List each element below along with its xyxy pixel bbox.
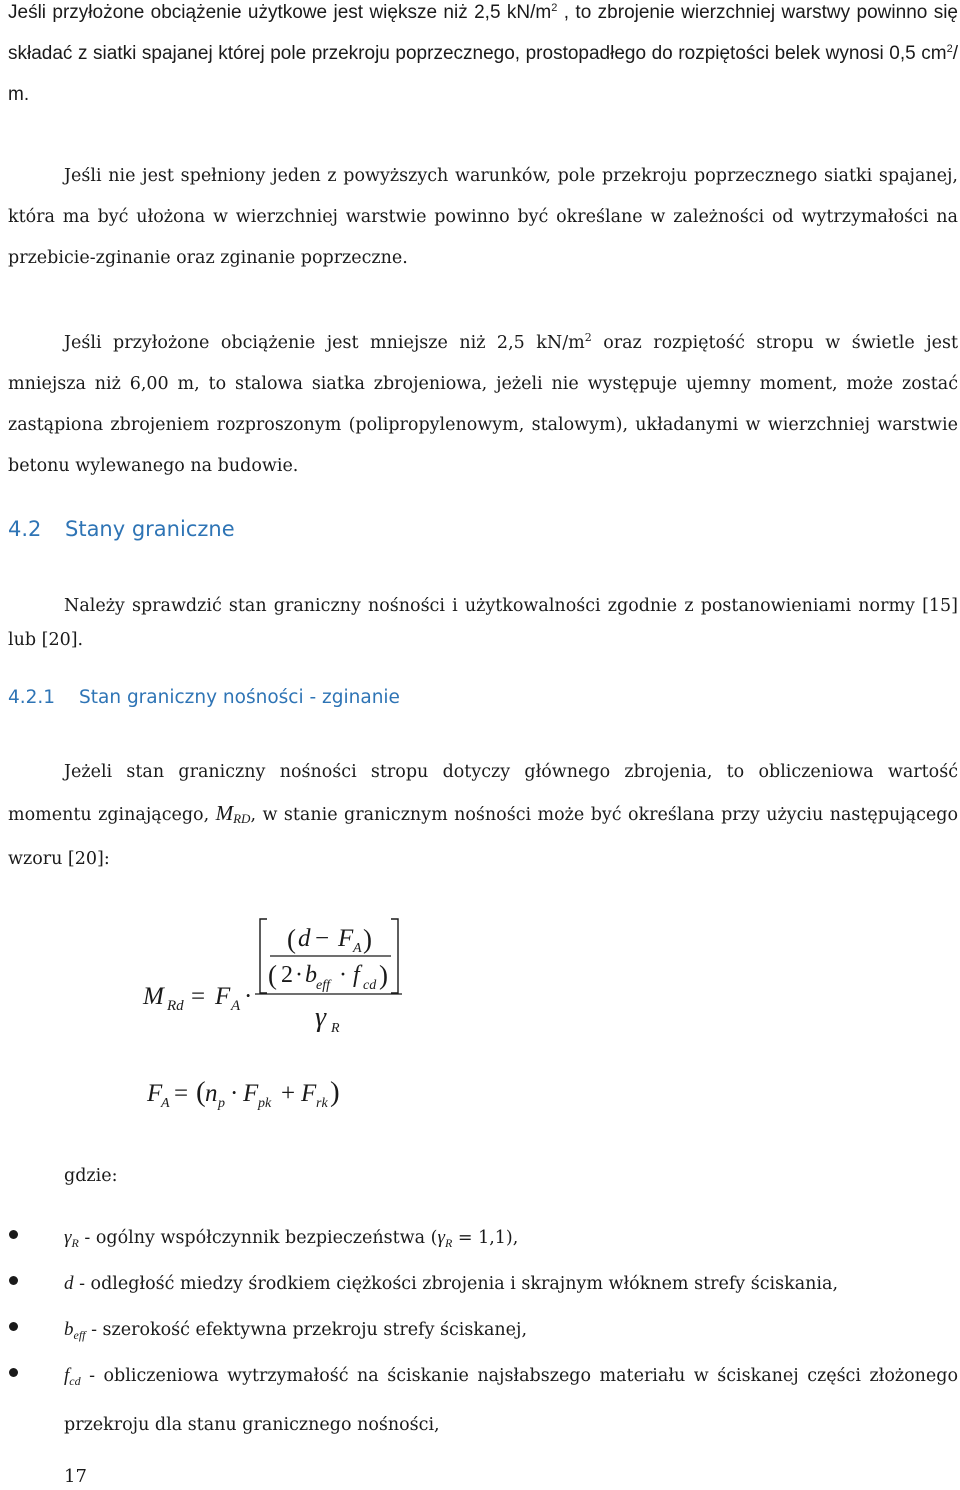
formula-2-pk: pk <box>258 1096 272 1111</box>
bullet-dot <box>9 1230 18 1239</box>
formula-2-rk: rk <box>316 1096 328 1111</box>
formula-2-n: n <box>205 1080 218 1107</box>
formula-2-dot: · <box>230 1080 239 1107</box>
formula-1-num-lparen: ( <box>287 924 296 954</box>
paragraph-5-text-b: , w stanie granicznym nośności może być określana przy użyciu następującego wzoru [20]: <box>8 805 958 869</box>
formula-2-Frk: F <box>301 1080 317 1107</box>
formula-1-equals: = <box>191 983 206 1010</box>
subsection-number: 4.2.1 <box>8 687 56 708</box>
formula-1-den-rparen: ) <box>379 960 388 990</box>
where-label: gdzie: <box>64 1166 118 1186</box>
formula-1-M: M <box>143 983 164 1010</box>
bullet-dot <box>9 1322 18 1331</box>
paragraph-1-sup-b: 2 <box>946 43 953 55</box>
formula-2-F: F <box>147 1080 163 1107</box>
paragraph-3-text-a: Jeśli przyłożone obciążenie jest mniejsze niż 2,5 kN/m <box>64 333 585 353</box>
formula-1-gamma: γ <box>315 1002 327 1033</box>
paragraph-1-sup-a: 2 <box>551 2 558 14</box>
definition-symbol: b <box>64 1319 74 1340</box>
formula-1-two: 2 <box>281 962 293 988</box>
subsection-title: Stan graniczny nośności - zginanie <box>79 687 400 708</box>
section-title: Stany graniczne <box>65 517 235 541</box>
definition-subscript-2: R <box>444 1236 453 1250</box>
definition-symbol: d <box>64 1273 74 1294</box>
formula-1-R: R <box>331 1021 340 1036</box>
formula-2-lparen: ( <box>196 1076 206 1108</box>
definition-description-2: = 1,1), <box>452 1228 519 1248</box>
definition-symbol: f <box>64 1365 70 1386</box>
definition-subscript: cd <box>69 1374 81 1388</box>
paragraph-3-sup: 2 <box>584 331 592 344</box>
formula-1-d: d <box>298 925 311 952</box>
paragraph-1-text-a: Jeśli przyłożone obciążenie użytkowe jest większe niż 2,5 kN/m <box>8 2 552 23</box>
formula-1-den-dot-1: · <box>295 962 303 988</box>
bullet-dot <box>9 1368 18 1377</box>
formula-1-minus: − <box>315 925 330 952</box>
formula-1-eff: eff <box>316 978 330 993</box>
definition-symbol: γ <box>64 1227 72 1248</box>
formula-1-left-bracket <box>260 919 267 993</box>
formula-1-Rd: Rd <box>167 998 184 1014</box>
definition-symbol-2: γ <box>437 1227 445 1248</box>
formula-1-dot: · <box>244 983 253 1010</box>
page-number: 17 <box>64 1466 87 1487</box>
definition-description: - szerokość efektywna przekroju strefy ściskanej, <box>85 1320 528 1340</box>
formula-2-plus: + <box>281 1080 296 1107</box>
formula-1-num-A: A <box>353 941 362 956</box>
definition-text <box>64 1216 958 1265</box>
definition-subscript: R <box>71 1236 79 1250</box>
formula-1-den-lparen: ( <box>268 960 277 990</box>
section-number: 4.2 <box>8 517 42 541</box>
definition-subscript: eff <box>73 1328 86 1342</box>
formula-1-num-rparen: ) <box>363 924 372 954</box>
formula-2-Fpk: F <box>243 1080 259 1107</box>
definition-text <box>64 1308 958 1357</box>
formula-2-rparen: ) <box>330 1076 340 1108</box>
paragraph-4-text: Należy sprawdzić stan graniczny nośności i użytkowalności zgodnie z postanowieniami normy [15] lub [20]. <box>8 596 958 650</box>
definition-description: - obliczeniowa wytrzymałość na ściskanie najsłabszego materiału w ściskanej części złożonego przekroju dla stanu granicznego nośności, <box>64 1366 958 1435</box>
formula-1-den-dot-2: · <box>339 962 347 988</box>
paragraph-5-sub: RD <box>233 811 251 826</box>
formula-1-right-bracket <box>391 919 398 993</box>
formula-1-f: f <box>353 962 360 988</box>
paragraph-5-symbol: M <box>215 801 234 825</box>
definition-text <box>64 1354 958 1447</box>
bullet-dot <box>9 1276 18 1285</box>
definition-description: - odległość miedzy środkiem ciężkości zbrojenia i skrajnym włóknem strefy ściskania, <box>73 1274 839 1294</box>
formula-1-F: F <box>215 983 231 1010</box>
formula-2-equals: = <box>174 1080 189 1107</box>
formula-2-p: p <box>218 1096 225 1111</box>
formula-1-cd: cd <box>363 978 377 993</box>
paragraph-3-text-b: oraz rozpiętość stropu w świetle jest mniejsza niż 6,00 m, to stalowa siatka zbrojeniowa, jeżeli nie występuje ujemny moment, może zostać zastąpiona zbrojeniem rozproszonym (polipropylenowym, stalowym), układanymi w wierzchniej warstwie betonu wylewanego na budowie. <box>8 333 958 476</box>
formula-1-num-F: F <box>338 925 354 952</box>
paragraph-1-text-b: , to zbrojenie wierzchniej warstwy powinno się składać z siatki spajanej której pole przekroju poprzecznego, prostopadłego do rozpiętości belek wynosi 0,5 cm <box>8 2 959 64</box>
definition-text <box>64 1262 958 1311</box>
paragraph-2-text: Jeśli nie jest spełniony jeden z powyższych warunków, pole przekroju poprzecznego siatki spajanej, która ma być ułożona w wierzchniej warstwie powinno być określane w zależności od wytrzymałości na przebicie-zginanie oraz zginanie poprzeczne. <box>8 166 958 268</box>
formula-1-b: b <box>305 962 317 988</box>
formula-2-A: A <box>161 1096 170 1111</box>
definition-description: - ogólny współczynnik bezpieczeństwa ( <box>78 1228 438 1248</box>
paragraph-5-text-a: Jeżeli stan graniczny nośności stropu dotyczy głównego zbrojenia, to obliczeniowa wartość momentu zginającego, <box>8 762 958 825</box>
paragraph-1-text-c: / m. <box>8 43 958 105</box>
formula-1-A: A <box>231 998 241 1014</box>
